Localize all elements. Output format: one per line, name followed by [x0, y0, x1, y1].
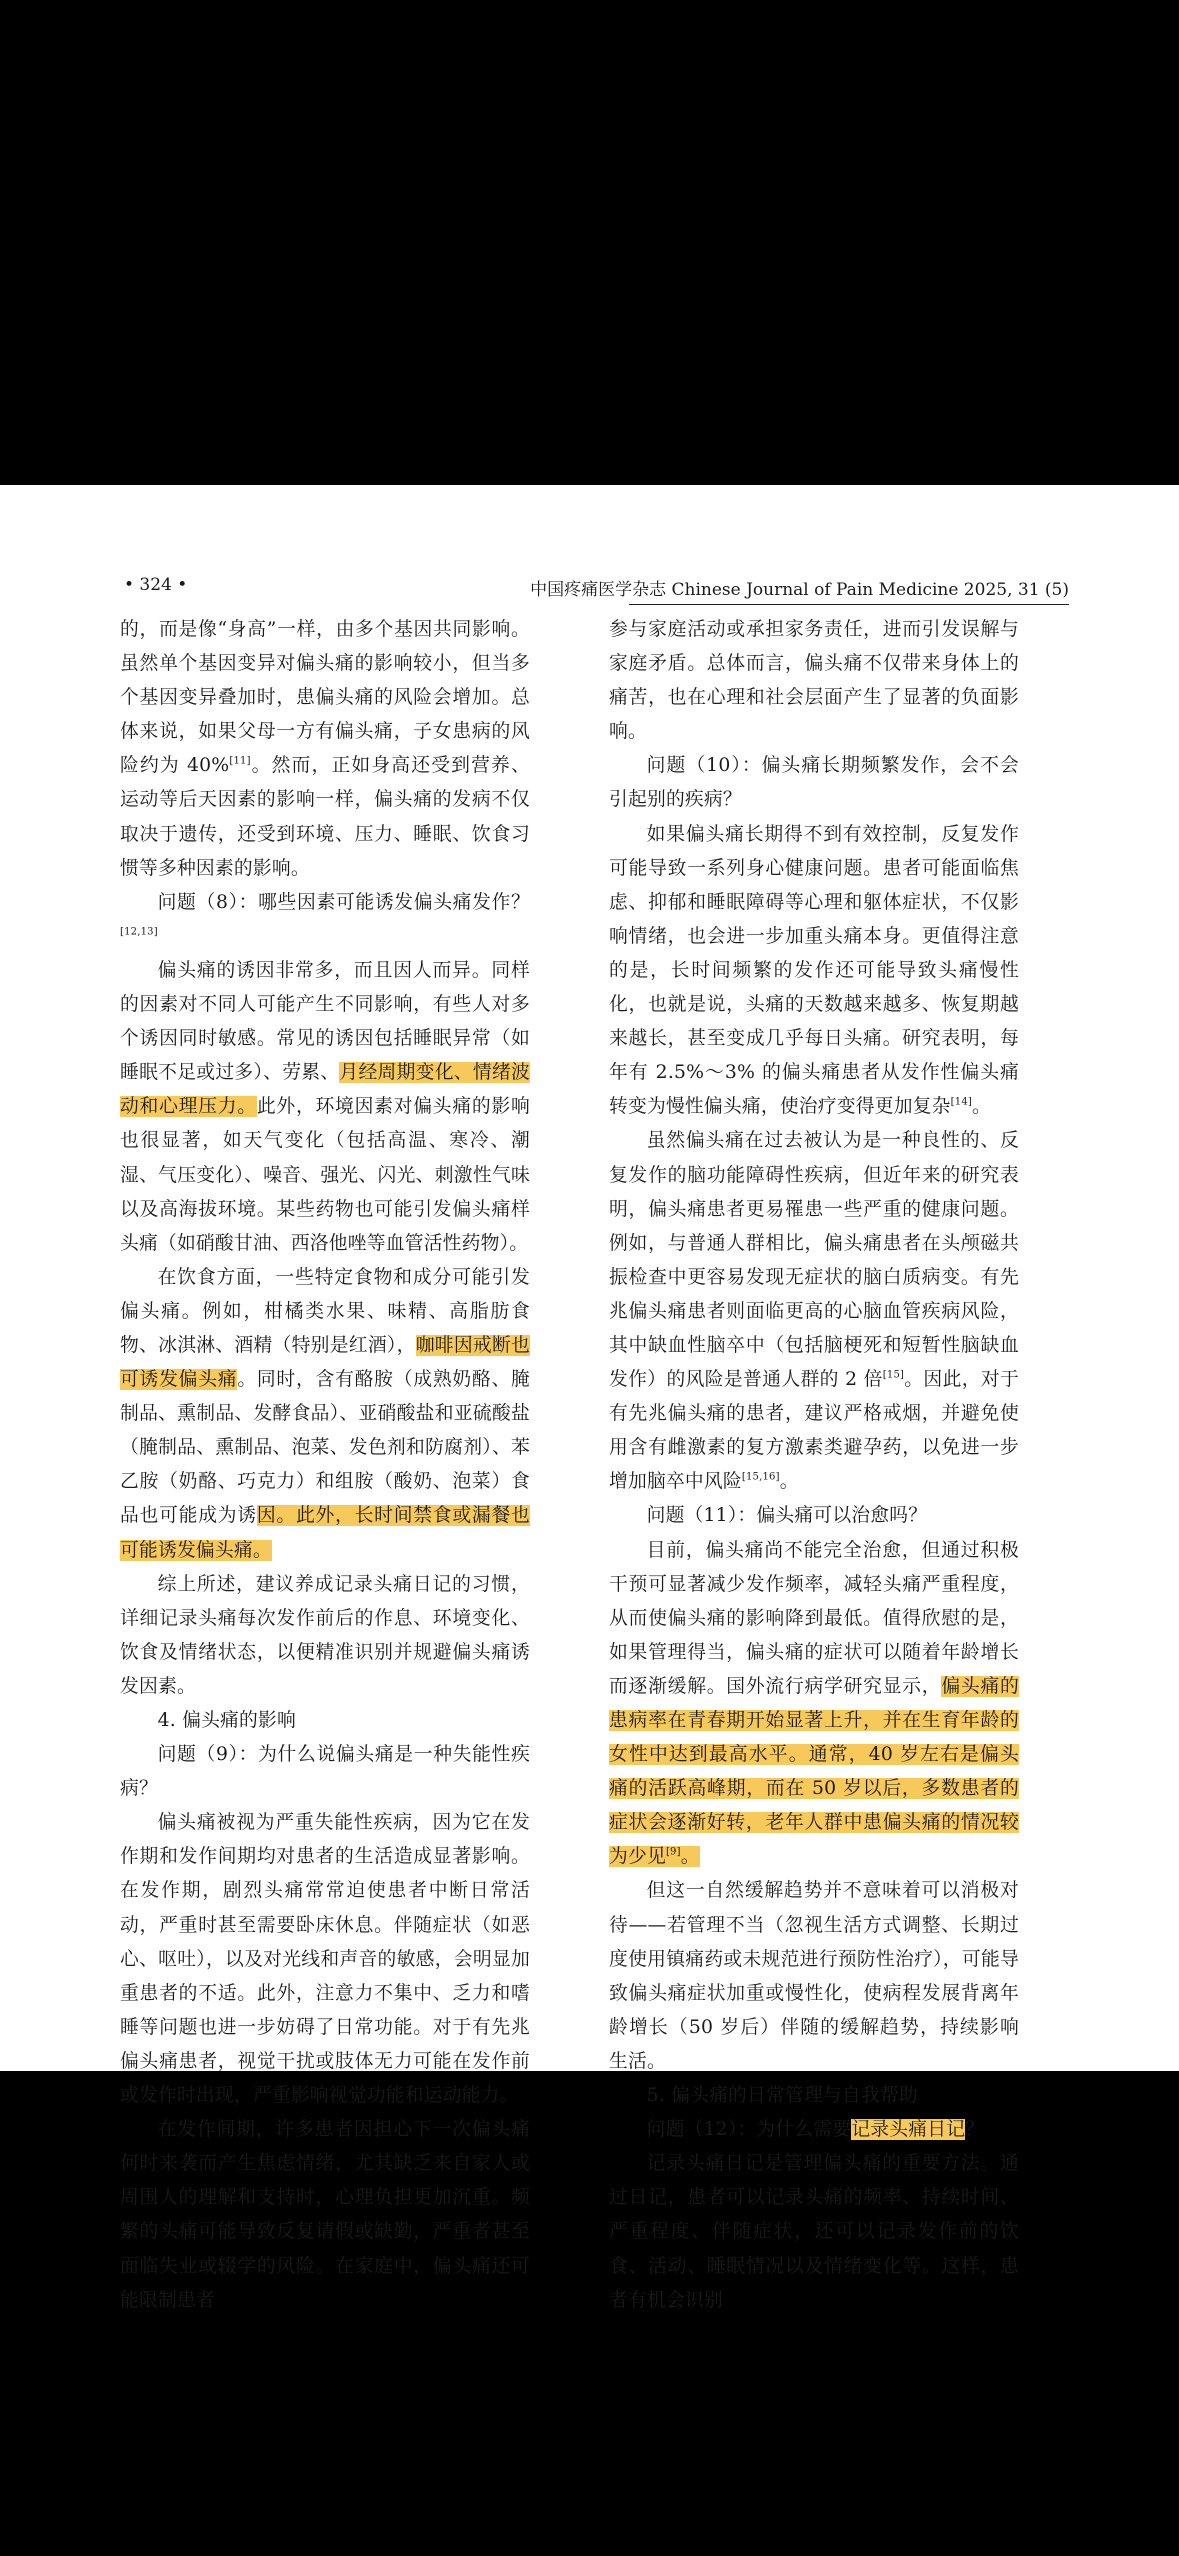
- left-column: [120, 613, 530, 2318]
- question-heading: 问题（8）：哪些因素可能诱发偏头痛发作？[12,13]: [120, 891, 530, 938]
- journal-name: 中国疼痛医学杂志 Chinese Journal of Pain Medicine 2025, 31 (5): [530, 580, 1069, 600]
- question-heading: 问题（11）：偏头痛可以治愈吗？: [646, 1505, 928, 1527]
- section-heading: 4. 偏头痛的影响: [157, 1710, 296, 1731]
- paragraph[interactable]: 如果偏头痛长期得不到有效控制，反复发作可能导致一系列身心健康问题。患者可能面临焦虑、抑郁和睡眠障碍等心理和躯体症状，不仅影响情绪，也会进一步加重头痛本身。更值得注意的是，长时间频繁的发作还可能导致头痛慢性化，也就是说，头痛的天数越来越多、恢复期越来越长，甚至变成几乎每日头痛。研究表明，每年有 2.5%～3% 的偏头痛患者从发作性偏头痛转变为慢性偏头痛，使治疗变得更加复杂[14]。: [609, 823, 1019, 1118]
- paragraph[interactable]: 目前，偏头痛尚不能完全治愈，但通过积极干预可显著减少发作频率，减轻头痛严重程度，从而使偏头痛的影响降到最低。值得欣慰的是，如果管理得当，偏头痛的症状可以随着年龄增长而逐渐缓解。国外流行病学研究显示，偏头痛的患病率在青春期开始显著上升，并在生育年龄的女性中达到最高水平。通常，40 岁左右是偏头痛的活跃高峰期，而在 50 岁以后，多数患者的症状会逐渐好转，老年人群中患偏头痛的情况较为少见[9]。: [609, 1539, 1019, 1868]
- citation[interactable]: [9]: [665, 1847, 681, 1859]
- paragraph[interactable]: 虽然偏头痛在过去被认为是一种良性的、反复发作的脑功能障碍性疾病，但近年来的研究表明，偏头痛患者更易罹患一些严重的健康问题。例如，与普通人群相比，偏头痛患者在头颅磁共振检查中更容易发现无症状的脑白质病变。有先兆偏头痛患者则面临更高的心脑血管疾病风险，其中缺血性脑卒中（包括脑梗死和短暂性脑缺血发作）的风险是普通人群的 2 倍[15]。因此，对于有先兆偏头痛的患者，建议严格戒烟，并避免使用含有雌激素的复方激素类避孕药，以免进一步增加脑卒中风险[15,16]。: [609, 1130, 1020, 1493]
- paragraph[interactable]: 但这一自然缓解趋势并不意味着可以消极对待——若管理不当（忽视生活方式调整、长期过度使用镇痛药或未规范进行预防性治疗），可能导致偏头痛症状加重或慢性化，使病程发展背离年龄增长（50 岁后）伴随的缓解趋势，持续影响生活。: [609, 1880, 1019, 2072]
- highlight[interactable]: 因。此外，长时间禁食或漏餐也可能诱发偏头痛。: [120, 1505, 530, 1561]
- section-heading: 5. 偏头痛的日常管理与自我帮助: [646, 2085, 918, 2107]
- question-heading: 问题（12）：为什么需要记录头痛日记？: [646, 2119, 985, 2141]
- paragraph[interactable]: 偏头痛的诱因非常多，而且因人而异。同样的因素对不同人可能产生不同影响，有些人对多个诱因同时敏感。常见的诱因包括睡眠异常（如睡眠不足或过多）、劳累、月经周期变化、情绪波动和心理压力。此外，环境因素对偏头痛的影响也很显著，如天气变化（包括高温、寒冷、潮湿、气压变化）、噪音、强光、闪光、刺激性气味以及高海拔环境。某些药物也可能引发偏头痛样头痛（如硝酸甘油、西洛他唑等血管活性药物）。: [120, 959, 530, 1254]
- paragraph[interactable]: 偏头痛被视为严重失能性疾病，因为它在发作期和发作间期均对患者的生活造成显著影响。在发作期，剧烈头痛常常迫使患者中断日常活动，严重时甚至需要卧床休息。伴随症状（如恶心、呕吐），以及对光线和声音的敏感，会明显加重患者的不适。此外，注意力不集中、乏力和嗜睡等问题也进一步妨碍了日常功能。对于有先兆偏头痛患者，视觉干扰或肢体无力可能在发作前或发作时出现，严重影响视觉功能和运动能力。: [120, 1812, 530, 2107]
- highlight[interactable]: 月经周期变化、情绪波动和心理压力。: [120, 1062, 530, 1118]
- citation[interactable]: [15]: [882, 1369, 905, 1381]
- highlight[interactable]: 咖啡因戒断也可诱发偏头痛: [120, 1334, 531, 1391]
- paragraph[interactable]: 在饮食方面，一些特定食物和成分可能引发偏头痛。例如，柑橘类水果、味精、高脂肪食物、冰淇淋、酒精（特别是红酒），咖啡因戒断也可诱发偏头痛。同时，含有酪胺（成熟奶酪、腌制品、熏制品、发酵食品）、亚硝酸盐和亚硫酸盐（腌制品、熏制品、泡菜、发色剂和防腐剂）、苯乙胺（奶酪、巧克力）和组胺（酸奶、泡菜）食品也可能成为诱因。此外，长时间禁食或漏餐也可能诱发偏头痛。: [120, 1266, 531, 1561]
- citation[interactable]: [15,16]: [741, 1472, 780, 1484]
- document-page: [0, 485, 1179, 2311]
- paragraph[interactable]: 综上所述，建议养成记录头痛日记的习惯，详细记录头痛每次发作前后的作息、环境变化、饮食及情绪状态，以便精准识别并规避偏头痛诱发因素。: [120, 1573, 530, 1697]
- question-heading: 问题（10）：偏头痛长期频繁发作，会不会引起别的疾病？: [609, 755, 1019, 811]
- paragraph[interactable]: 参与家庭活动或承担家务责任，进而引发误解与家庭矛盾。总体而言，偏头痛不仅带来身体上的痛苦，也在心理和社会层面产生了显著的负面影响。: [609, 619, 1019, 743]
- citation[interactable]: [12,13]: [120, 926, 158, 938]
- highlight[interactable]: 偏头痛的患病率在青春期开始显著上升，并在生育年龄的女性中达到最高水平。通常，40 岁左右是偏头痛的活跃高峰期，而在 50 岁以后，多数患者的症状会逐渐好转，老年人群中患偏头痛的情况较为少见[9]。: [609, 1675, 1019, 1868]
- highlight[interactable]: 记录头痛日记: [851, 2119, 966, 2141]
- page-number: • 324 •: [124, 575, 188, 595]
- question-heading: 问题（9）：为什么说偏头痛是一种失能性疾病？: [120, 1744, 530, 1800]
- right-column: [609, 613, 1019, 2318]
- paragraph[interactable]: 记录头痛日记是管理偏头痛的重要方法。通过日记，患者可以记录头痛的频率、持续时间、严重程度、伴随症状，还可以记录发作前的饮食、活动、睡眠情况以及情绪变化等。这样，患者有机会识别: [609, 2153, 1019, 2311]
- citation[interactable]: [11]: [229, 756, 251, 768]
- paragraph[interactable]: 的，而是像“身高”一样，由多个基因共同影响。虽然单个基因变异对偏头痛的影响较小，但当多个基因变异叠加时，患偏头痛的风险会增加。总体来说，如果父母一方有偏头痛，子女患病的风险约为 40%[11]。然而，正如身高还受到营养、运动等后天因素的影响一样，偏头痛的发病不仅取决于遗传，还受到环境、压力、睡眠、饮食习惯等多种因素的影响。: [120, 619, 530, 879]
- citation[interactable]: [14]: [950, 1097, 972, 1109]
- page-header: [124, 571, 1069, 605]
- header-rule: [629, 604, 1069, 605]
- paragraph[interactable]: 在发作间期，许多患者因担心下一次偏头痛何时来袭而产生焦虑情绪，尤其缺乏来自家人或周围人的理解和支持时，心理负担更加沉重。频繁的头痛可能导致反复请假或缺勤，严重者甚至面临失业或辍学的风险。在家庭中，偏头痛还可能限制患者: [120, 2119, 530, 2311]
